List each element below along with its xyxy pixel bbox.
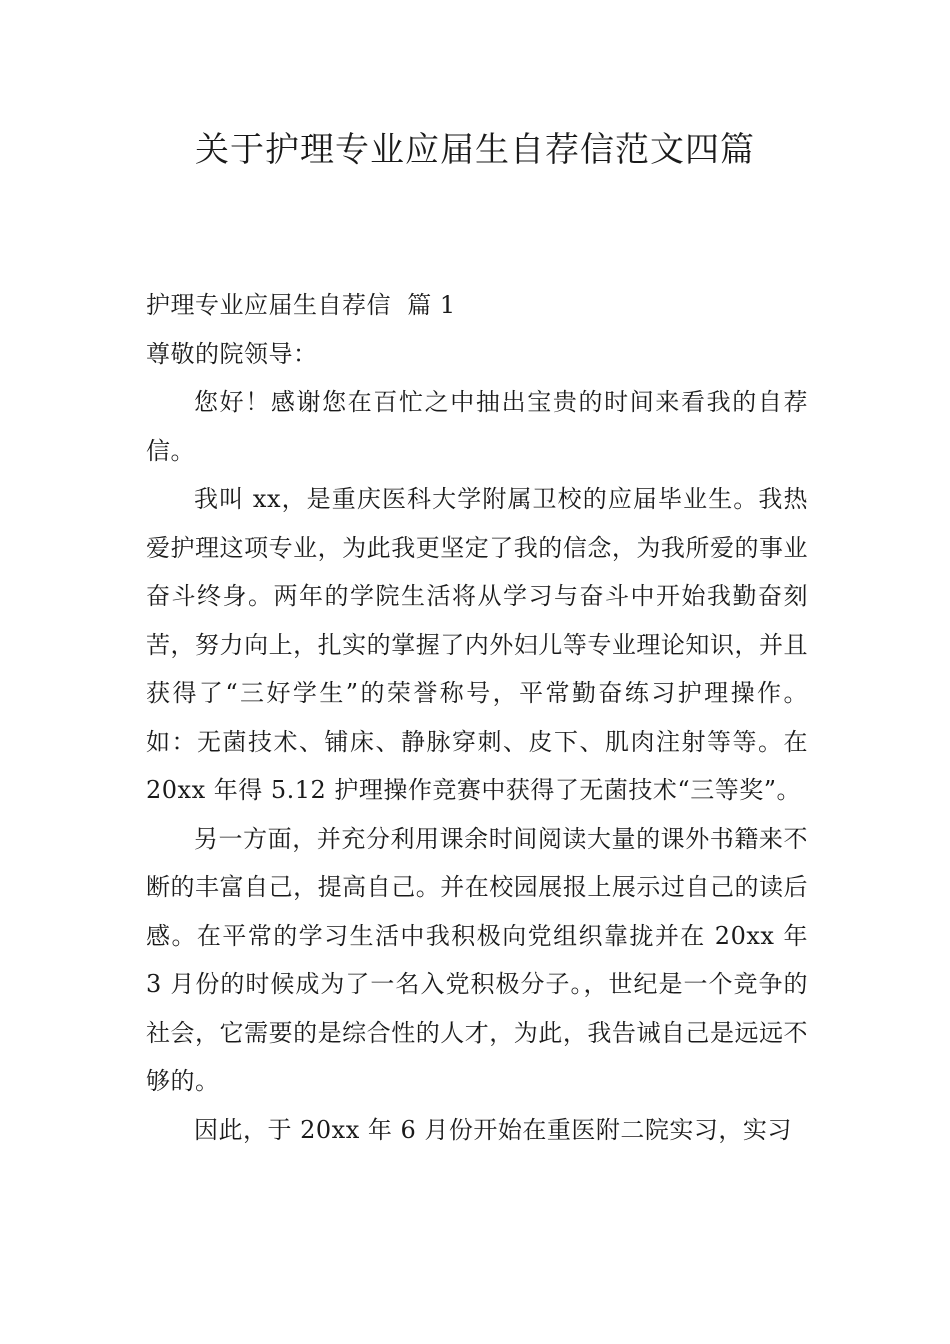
section-heading: 护理专业应届生自荐信 篇 1 — [146, 291, 456, 319]
paragraph-greeting: 您好！感谢您在百忙之中抽出宝贵的时间来看我的自荐信。 — [146, 388, 808, 465]
paragraph-internship: 因此，于 20xx 年 6 月份开始在重医附二院实习，实习 — [194, 1115, 792, 1144]
paragraph-introduction: 我叫 xx，是重庆医科大学附属卫校的应届毕业生。我热爱护理这项专业，为此我更坚定了我的信念，为我所爱的事业奋斗终身。两年的学院生活将从学习与奋斗中开始我勤奋刻苦，努力向上，扎实的掌握了内外妇儿等专业理论知识，并且获得了“三好学生”的荣誉称号，平常勤奋练习护理操作。如：无菌技术、铺床、静脉穿刺、皮下、肌肉注射等等。在 20xx 年得 5.12 护理操作竞赛中获得了无菌技术“三等奖”。 — [146, 485, 808, 804]
paragraph-extracurricular: 另一方面，并充分利用课余时间阅读大量的课外书籍来不断的丰富自己，提高自己。并在校园展报上展示过自己的读后感。在平常的学习生活中我积极向党组织靠拢并在 20xx 年 3 月份的时候成为了一名入党积极分子。，世纪是一个竞争的社会，它需要的是综合性的人才，为此，我告诫自己是远远不够的。 — [146, 824, 808, 1095]
document-body — [146, 281, 808, 1154]
salutation: 尊敬的院领导： — [146, 339, 318, 368]
document-title: 关于护理专业应届生自荐信范文四篇 — [195, 130, 755, 170]
